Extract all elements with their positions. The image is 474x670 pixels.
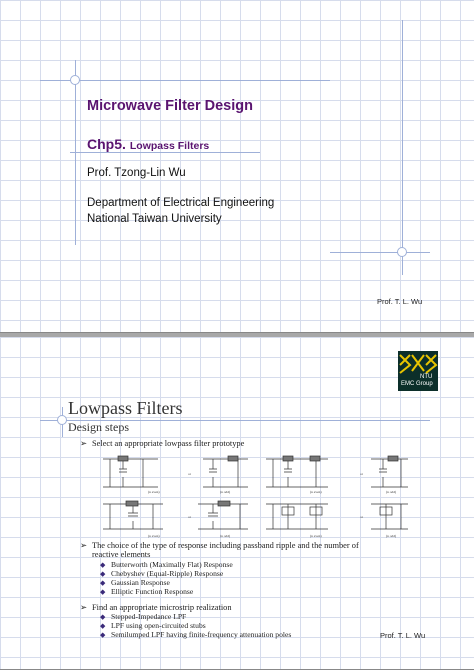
slide-title: Lowpass Filters — [68, 398, 183, 418]
or-label-1: or — [188, 472, 191, 476]
elliptic-circuit-1 — [103, 501, 163, 529]
diamond-bullet-icon: ◆ — [100, 561, 106, 569]
diamond-bullet-icon: ◆ — [100, 631, 106, 639]
caption-2: (n odd) — [220, 490, 231, 494]
list-item — [100, 630, 291, 639]
list-item — [100, 569, 223, 578]
presentation-title: Microwave Filter Design — [87, 98, 253, 114]
list-item — [100, 560, 233, 569]
chapter-topic: Lowpass Filters — [129, 140, 210, 152]
logo-line2: EMC Group — [401, 381, 433, 387]
list-item — [100, 587, 193, 596]
list-item-text: Elliptic Function Response — [111, 587, 194, 596]
department-name: Department of Electrical Engineering — [87, 197, 275, 209]
slide-subtitle: Design steps — [68, 420, 129, 434]
logo-graphic-icon — [398, 351, 438, 375]
list-item — [100, 612, 186, 621]
bullet-text: Find an appropriate microstrip realization — [92, 603, 232, 612]
or-label-2: or — [360, 472, 363, 476]
list-item — [100, 578, 170, 587]
elliptic-circuit-4 — [371, 504, 408, 529]
caption-1: (n even) — [148, 490, 160, 494]
university-name: National Taiwan University — [87, 213, 222, 225]
ladder-circuit-4 — [371, 456, 408, 487]
decor-line-right — [402, 20, 403, 275]
caption-6: (n odd) — [220, 534, 231, 538]
decor-circle — [57, 415, 67, 425]
decor-line-bottom — [330, 252, 430, 253]
diamond-bullet-icon: ◆ — [100, 579, 106, 587]
diamond-bullet-icon: ◆ — [100, 588, 106, 596]
list-item-text: Gaussian Response — [111, 578, 170, 587]
title-slide — [0, 0, 474, 333]
ntu-emc-logo — [398, 351, 438, 391]
slide-footer: Prof. T. L. Wu — [380, 631, 426, 640]
chapter-number: Chp5. — [87, 136, 126, 152]
arrow-bullet-icon: ➢ — [80, 439, 88, 448]
bullet-text: The choice of the type of response including passband ripple and the number of — [92, 541, 359, 550]
elliptic-circuit-2 — [198, 501, 248, 529]
list-item-text: LPF using open-circuited stubs — [111, 621, 206, 630]
caption-7: (n even) — [310, 534, 322, 538]
content-slide — [0, 337, 474, 670]
caption-3: (n even) — [310, 490, 322, 494]
list-item-text: Butterworth (Maximally Flat) Response — [111, 560, 233, 569]
arrow-bullet-icon: ➢ — [80, 603, 88, 612]
list-item-text: Stepped-Impedance LPF — [111, 612, 187, 621]
bullet-microstrip — [80, 602, 232, 612]
diamond-bullet-icon: ◆ — [100, 613, 106, 621]
slide-footer: Prof. T. L. Wu — [377, 297, 423, 306]
list-item — [100, 621, 206, 630]
decor-circle-bottom — [397, 247, 407, 257]
prototype-circuit-diagrams — [88, 447, 418, 543]
diamond-bullet-icon: ◆ — [100, 570, 106, 578]
list-item-text: Semilumped LPF having finite-frequency attenuation poles — [111, 630, 292, 639]
caption-8: (n odd) — [386, 534, 397, 538]
chapter-heading — [87, 136, 209, 154]
caption-5: (n even) — [148, 534, 160, 538]
caption-4: (n odd) — [386, 490, 397, 494]
bullet-text: Select an appropriate lowpass filter prototype — [92, 439, 245, 448]
author-name: Prof. Tzong-Lin Wu — [87, 167, 186, 179]
ladder-circuit-3 — [266, 456, 328, 487]
decor-line-top — [40, 80, 330, 81]
diamond-bullet-icon: ◆ — [100, 622, 106, 630]
logo-line1: NTU — [420, 374, 433, 380]
decor-circle-top — [70, 75, 80, 85]
or-label-4: or — [360, 515, 363, 519]
bullet-response-choice — [80, 540, 359, 550]
ladder-circuit-2 — [203, 456, 248, 487]
ladder-circuit-1 — [103, 456, 158, 487]
elliptic-circuit-3 — [266, 504, 328, 529]
arrow-bullet-icon: ➢ — [80, 541, 88, 550]
bullet-response-choice-cont: reactive elements — [92, 550, 151, 559]
list-item-text: Chebyshev (Equal-Ripple) Response — [111, 569, 224, 578]
or-label-3: or — [188, 515, 191, 519]
